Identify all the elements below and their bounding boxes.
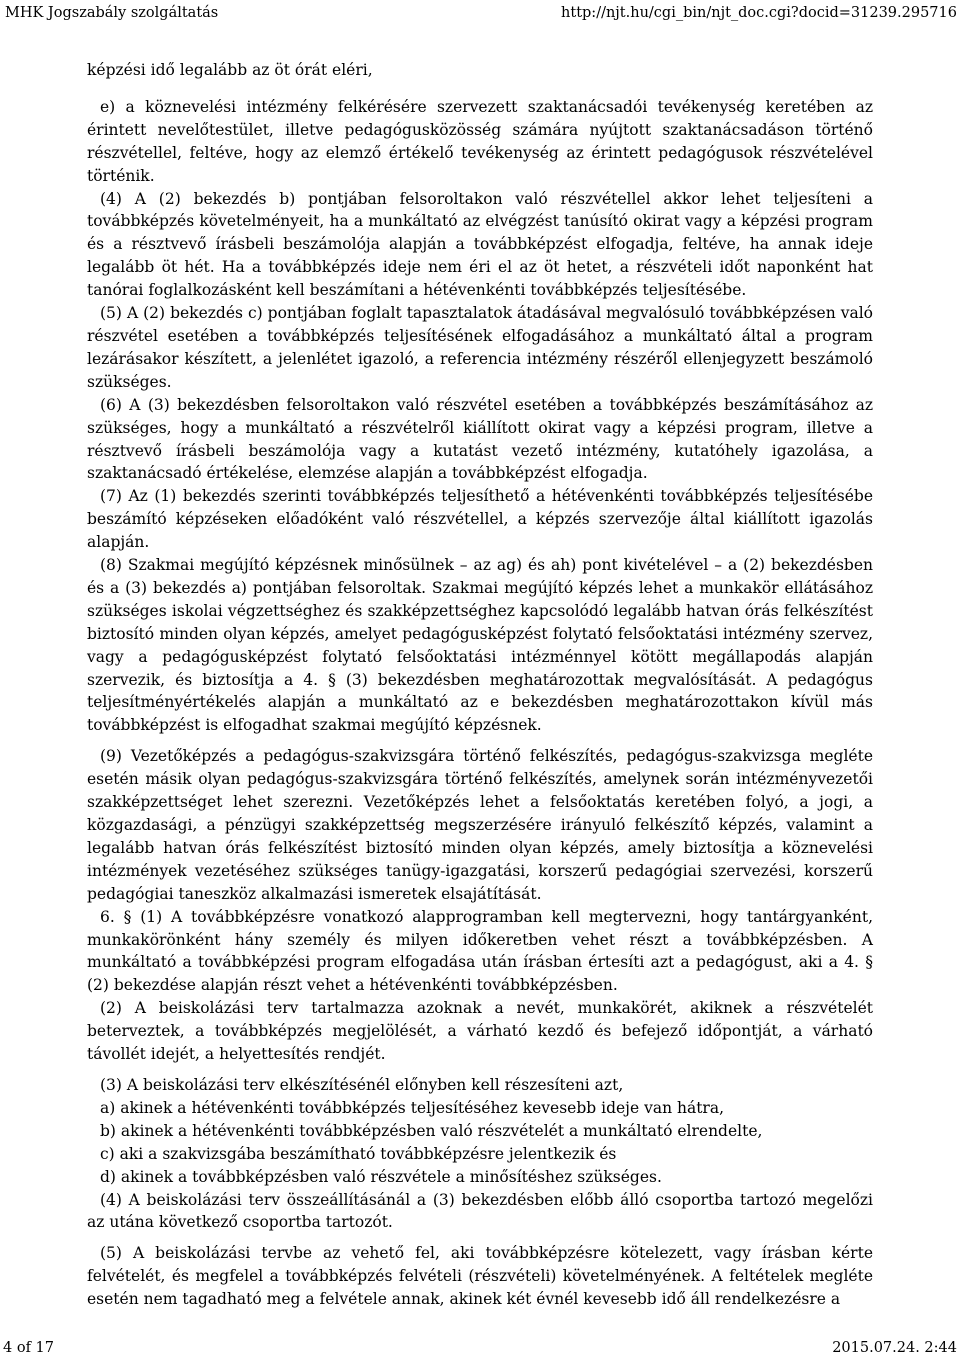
paragraph: 6. § (1) A továbbképzésre vonatkozó alapprogramban kell megtervezni, hogy tantárgyanként, munkakörönként hány személy és milyen időkeretben vehet részt a továbbképzésben. A munkáltató a továbbképzési program elfogadása után írásban értesíti azt a pedagógust, aki a 4. § (2) bekezdése alapján részt vehet a hétévenkénti továbbképzésben. bbox=[87, 907, 873, 995]
header-url: http://njt.hu/cgi_bin/njt_doc.cgi?docid=31239.295716 bbox=[561, 5, 957, 21]
paragraph: (7) Az (1) bekezdés szerinti továbbképzés teljesíthető a hétévenkénti továbbképzés teljesítésébe beszámító képzéseken előadóként való részvétellel, a képzés szervezője által kiállított igazolás alapján. bbox=[87, 487, 873, 552]
list-item: a) akinek a hétévenkénti továbbképzés teljesítéséhez kevesebb ideje van hátra, bbox=[100, 1098, 725, 1117]
paragraph: e) a köznevelési intézmény felkérésére szervezett szaktanácsadói tevékenység keretében az érintett nevelőtestület, illetve pedagógusközösség számára nyújtott szaktanácsadáson történő részvétellel, feltéve, hogy az elemző értékelő tevékenység az érintett pedagógusok részvételével történik. bbox=[87, 97, 873, 185]
footer-datetime: 2015.07.24. 2:44 bbox=[832, 1340, 957, 1356]
paragraph: képzési idő legalább az öt órát eléri, bbox=[87, 61, 373, 79]
paragraph: (8) Szakmai megújító képzésnek minősülnek – az ag) és ah) pont kivételével – a (2) bekezdésben és a (3) bekezdés a) pontjában felsoroltak. Szakmai megújító képzés lehet a munkakör ellátásához szükséges iskolai végzettséghez és szakképzettséghez kapcsolódó legalább hatvan órás felkészítést biztosító minden olyan képzés, amelyet pedagógusképzést folytató felsőoktatási intézmény szervez, vagy a pedagógusképzést folytató felsőoktatási intézménnyel kötött megállapodás alapján szervezik, és biztosítja a 4. § (3) bekezdésben meghatározottak megvalósítását. A pedagógus teljesítményértékelés alapján a munkáltató az e bekezdésben meghatározottakon kívül más továbbképzést is elfogadhat szakmai megújító képzésnek. bbox=[87, 556, 873, 735]
paragraph: (9) Vezetőképzés a pedagógus-szakvizsgára történő felkészítés, pedagógus-szakvizsga megléte esetén másik olyan pedagógus-szakvizsgára történő felkészítés, amelynek során intézményvezetői szakképzettséget lehet szerezni. Vezetőképzés lehet a felsőoktatás keretében folyó, a jogi, a közgazdasági, a pénzügyi szakképzettség megszerzésére irányuló felkészítő képzés, valamint a legalább hatvan órás felkészítést biztosító minden olyan képzés, amely biztosítja a köznevelési intézmények vezetéséhez szükséges tanügy-igazgatási, korszerű pedagógiai szervezési, korszerű pedagógiai taneszköz alkalmazási ismeretek elsajátítását. bbox=[87, 747, 873, 903]
footer-page-number: 4 of 17 bbox=[3, 1340, 54, 1356]
list-item: c) aki a szakvizsgába beszámítható továbbképzésre jelentkezik és bbox=[100, 1144, 617, 1163]
paragraph: (4) A (2) bekezdés b) pontjában felsoroltakon való részvétellel akkor lehet teljesíteni a továbbképzés követelményeit, ha a munkáltató az elvégzést tanúsító okirat vagy a képzési program és a résztvevő írásbeli beszámolója alapján a továbbképzést elfogadja, feltéve, ha annak ideje legalább öt hét. Ha a továbbképzés ideje nem éri el az öt hetet, a részvételi időt naponként hat tanórai foglalkozásként kell beszámítani a hétévenkénti továbbképzés teljesítésébe. bbox=[87, 189, 873, 300]
document-body bbox=[87, 59, 873, 1311]
paragraph: (6) A (3) bekezdésben felsoroltakon való részvétel esetében a továbbképzés beszámításához az szükséges, hogy a munkáltató a részvételről kiállított okirat vagy a képzési program, illetve a résztvevő írásbeli beszámolója vagy a kutatást vezető intézmény, kutatóhely igazolása, a szaktanácsadó értékelése, elemzése alapján a továbbképzést elfogadja. bbox=[87, 395, 873, 483]
list-item: d) akinek a továbbképzésben való részvétele a minősítéshez szükséges. bbox=[100, 1167, 662, 1186]
header-site-name: MHK Jogszabály szolgáltatás bbox=[5, 5, 219, 21]
paragraph: (4) A beiskolázási terv összeállításánál a (3) bekezdésben előbb álló csoportba tartozó megelőzi az utána következő csoportba tartozót. bbox=[87, 1190, 873, 1232]
paragraph: (2) A beiskolázási terv tartalmazza azoknak a nevét, munkakörét, akiknek a részvételét beterveztek, a továbbképzés megjelölését, a várható kezdő és befejező időpontját, a várható távollét idejét, a helyettesítés rendjét. bbox=[87, 999, 873, 1064]
paragraph: (5) A (2) bekezdés c) pontjában foglalt tapasztalatok átadásával megvalósuló továbbképzésen való részvétel esetében a továbbképzés teljesítésének elfogadásához a munkáltató által a program lezárásakor készített, a jelenlétet igazoló, a referencia intézmény részéről ellenjegyzett beszámoló szükséges. bbox=[87, 304, 873, 391]
paragraph: (5) A beiskolázási tervbe az vehető fel, aki továbbképzésre kötelezett, vagy írásban kérte felvételét, és megfelel a továbbképzés felvételi (részvételi) követelményének. A feltételek megléte esetén nem tagadható meg a felvétele annak, akinek két évnél kevesebb idő áll rendelkezésre a bbox=[87, 1244, 873, 1309]
paragraph: (3) A beiskolázási terv elkészítésénél előnyben kell részesíteni azt, bbox=[100, 1075, 624, 1094]
list-item: b) akinek a hétévenkénti továbbképzésben való részvételét a munkáltató elrendelte, bbox=[100, 1121, 763, 1140]
